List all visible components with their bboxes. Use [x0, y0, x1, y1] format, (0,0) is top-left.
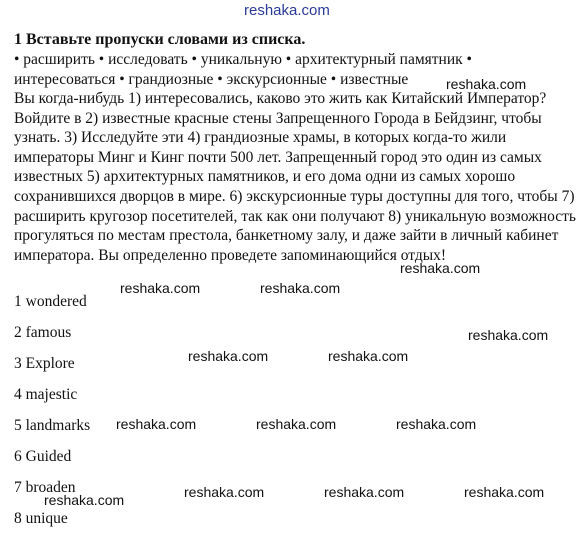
watermark: reshaka.com — [396, 416, 477, 432]
answer-item: 8 unique — [14, 510, 68, 527]
watermark: reshaka.com — [468, 327, 549, 343]
watermark: reshaka.com — [328, 348, 409, 364]
watermark: reshaka.com — [120, 280, 201, 296]
answer-item: 1 wondered — [14, 293, 87, 310]
answer-item: 4 majestic — [14, 386, 78, 403]
task-paragraph: Вы когда-нибудь 1) интересовались, каково это жить как Китайский Император? Войдите в 2) известные красные стены Запрещенного Города в Бейдзинг, чтобы узнать. 3) Исследуйте эти 4) грандиозные храмы, в которых когда-то жили императоры Минг и Кинг почти 500 лет. Запрещенный город это один из самых известных 5) архитектурных памятников, и его дома одни из самых хорошо сохранившихся дворцов в мире. 6) экскурсионные туры доступны для того, чтобы 7) расширить кругозор посетителей, так как они получают 8) уникальную возможность прогуляться по местам престола, банкетному залу, и даже зайти в личный кабинет императора. Вы определенно проведете запоминающийся отдых! — [14, 90, 576, 264]
answer-item: 6 Guided — [14, 448, 72, 465]
watermark-top: reshaka.com — [244, 2, 330, 19]
watermark: reshaka.com — [446, 76, 527, 92]
answer-item: 3 Explore — [14, 355, 75, 372]
watermark: reshaka.com — [44, 492, 125, 508]
watermark: reshaka.com — [464, 484, 545, 500]
watermark: reshaka.com — [260, 280, 341, 296]
watermark: reshaka.com — [400, 260, 481, 276]
answer-item: 7 broaden — [14, 479, 76, 496]
watermark: reshaka.com — [116, 416, 197, 432]
word-list: • расширить • исследовать • уникальную • архитектурный памятник • интересоваться • грандиозные • экскурсионные • известные — [14, 51, 472, 88]
watermark: reshaka.com — [324, 484, 405, 500]
answer-item: 5 landmarks — [14, 417, 91, 434]
watermark: reshaka.com — [184, 484, 265, 500]
answer-item: 2 famous — [14, 324, 72, 341]
watermark: reshaka.com — [256, 416, 337, 432]
task-title: 1 Вставьте пропуски словами из списка. — [14, 31, 306, 48]
watermark: reshaka.com — [188, 348, 269, 364]
